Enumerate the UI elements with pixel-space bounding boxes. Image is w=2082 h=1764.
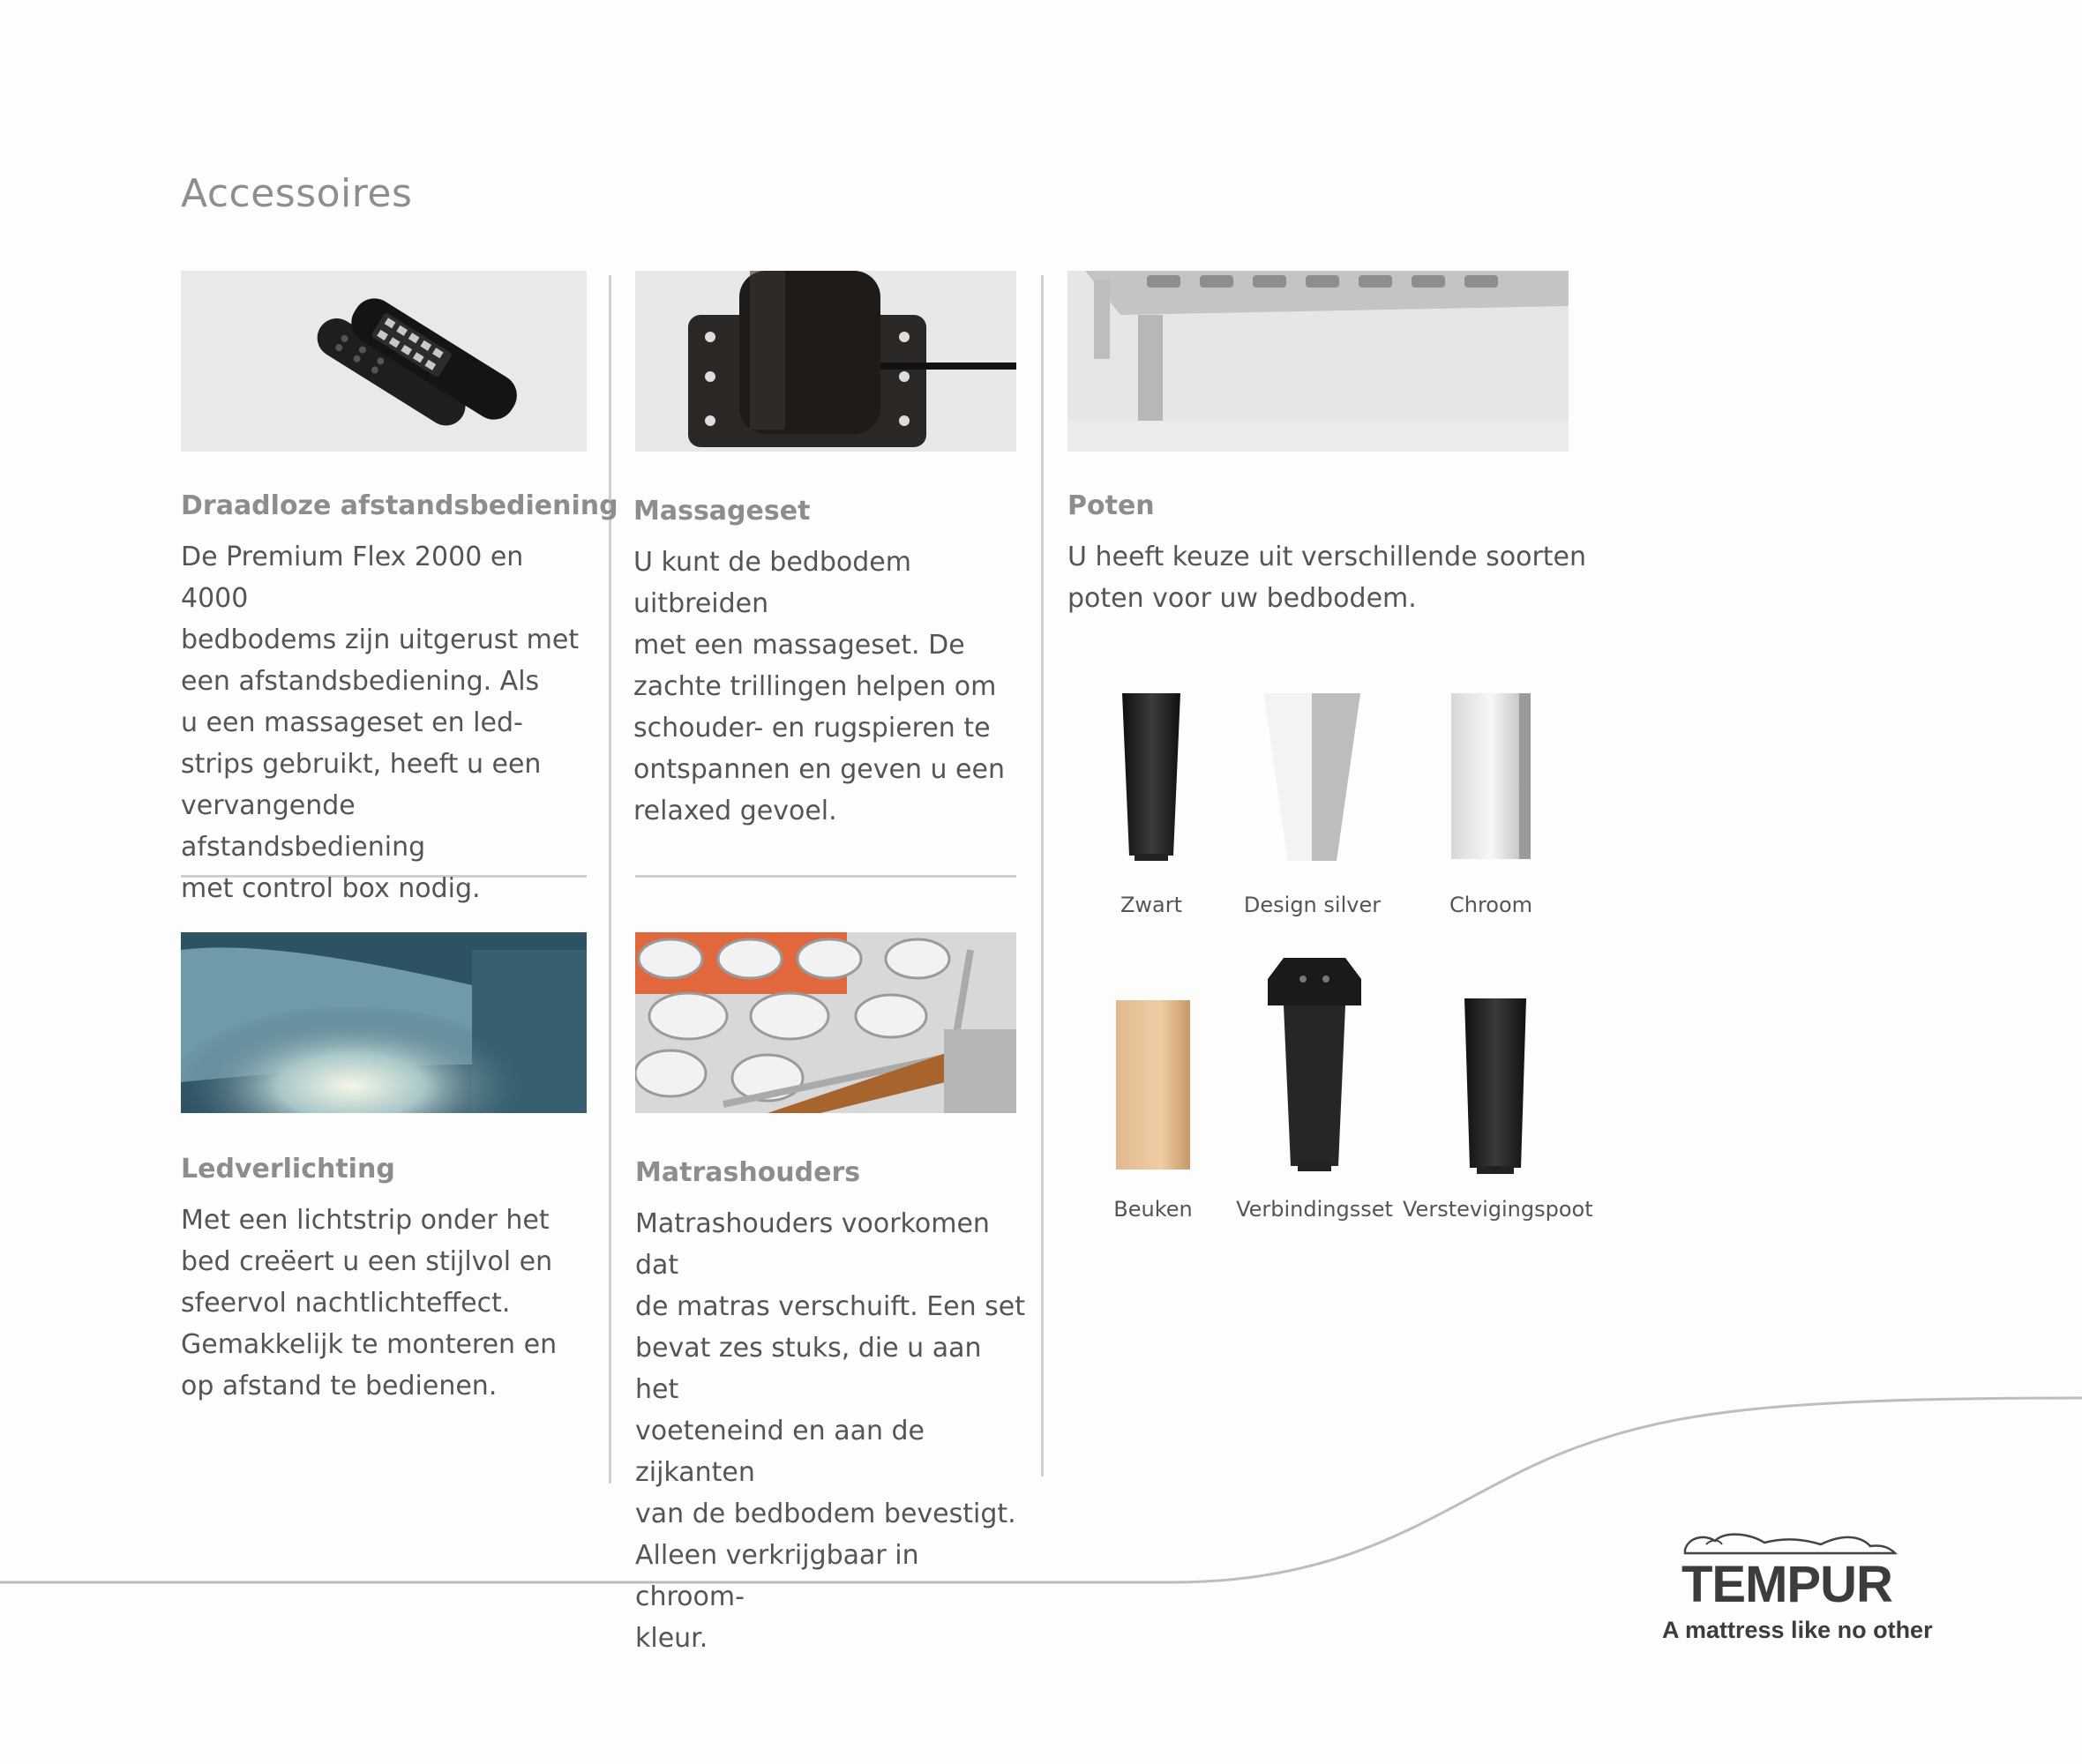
mattress-holders-photo — [635, 932, 1016, 1113]
leg-label-design-silver: Design silver — [1243, 893, 1382, 917]
text-line: poten voor uw bedbodem. — [1067, 583, 1417, 614]
massage-description — [633, 542, 1030, 832]
text-line: Matrashouders voorkomen dat — [635, 1208, 990, 1281]
column-divider-right — [1041, 275, 1044, 1476]
beech-wood-leg-icon — [1113, 997, 1193, 1173]
leg-label-verstevigingspoot: Verstevigingspoot — [1403, 1197, 1593, 1222]
leg-option-chroom — [1447, 688, 1535, 864]
text-line: De Premium Flex 2000 en 4000 — [181, 542, 524, 614]
text-line: U heeft keuze uit verschillende soorten — [1067, 542, 1587, 572]
text-line: voeteneind en aan de zijkanten — [635, 1416, 925, 1488]
text-line: bedbodems zijn uitgerust met — [181, 624, 580, 655]
remote-control-icon — [181, 271, 587, 452]
text-line: van de bedbodem bevestigt. — [635, 1499, 1016, 1529]
brand-tagline: A mattress like no other — [1662, 1617, 1933, 1643]
row-divider-middle — [635, 875, 1016, 878]
leg-label-verbindingsset: Verbindingsset — [1236, 1197, 1393, 1222]
text-line: bevat zes stuks, die u aan het — [635, 1333, 982, 1405]
text-line: kleur. — [635, 1623, 708, 1654]
text-line: strips gebruikt, heeft u een — [181, 749, 542, 780]
leg-label-chroom: Chroom — [1449, 893, 1533, 917]
led-lighting-photo — [181, 932, 587, 1113]
silver-tapered-leg-icon — [1257, 688, 1367, 864]
bed-frame-legs-photo — [1067, 271, 1569, 452]
leg-label-zwart: Zwart — [1120, 893, 1183, 917]
massage-title: Massageset — [633, 496, 811, 527]
text-line: met control box nodig. — [181, 873, 481, 904]
black-cylinder-leg-icon — [1103, 688, 1200, 864]
leg-option-verbindingsset — [1266, 954, 1363, 1175]
text-line: op afstand te bedienen. — [181, 1371, 498, 1401]
massage-motor-icon — [635, 271, 1016, 452]
brand-name: TEMPUR — [1681, 1556, 1892, 1613]
text-line: Alleen verkrijgbaar in chroom- — [635, 1540, 919, 1612]
text-line: schouder- en rugspieren te — [633, 713, 991, 744]
leg-option-design-silver — [1257, 688, 1367, 864]
leg-label-beuken: Beuken — [1113, 1197, 1193, 1222]
mattress-holder-icon — [635, 932, 1016, 1113]
remote-description — [181, 536, 595, 909]
led-title: Ledverlichting — [181, 1154, 395, 1185]
holders-title: Matrashouders — [635, 1157, 861, 1188]
text-line: bed creëert u een stijlvol en — [181, 1246, 553, 1277]
leg-option-zwart — [1103, 688, 1200, 864]
led-bed-icon — [181, 932, 587, 1113]
text-line: u een massageset en led- — [181, 707, 523, 738]
text-line: U kunt de bedbodem uitbreiden — [633, 547, 911, 619]
text-line: zachte trillingen helpen om — [633, 671, 997, 702]
connector-leg-icon — [1266, 954, 1363, 1175]
massage-set-photo — [635, 271, 1016, 452]
text-line: een afstandsbediening. Als — [181, 666, 540, 697]
text-line: relaxed gevoel. — [633, 796, 837, 826]
tempur-logo — [1659, 1521, 1941, 1654]
page-title: Accessoires — [181, 171, 413, 216]
leg-option-verstevigingspoot — [1456, 995, 1535, 1176]
text-line: vervangende afstandsbediening — [181, 790, 426, 863]
bed-frame-icon — [1067, 271, 1569, 452]
text-line: de matras verschuift. Een set — [635, 1291, 1026, 1322]
text-line: Met een lichtstrip onder het — [181, 1205, 550, 1236]
remote-control-photo — [181, 271, 587, 452]
leg-option-beuken — [1113, 997, 1193, 1173]
text-line: met een massageset. De — [633, 630, 965, 661]
column-divider-left — [609, 275, 611, 1484]
legs-title: Poten — [1067, 490, 1155, 521]
text-line: Gemakkelijk te monteren en — [181, 1329, 558, 1360]
support-leg-icon — [1456, 995, 1535, 1176]
text-line: sfeervol nachtlichteffect. — [181, 1288, 511, 1319]
remote-title: Draadloze afstandsbediening — [181, 490, 618, 521]
text-line: ontspannen en geven u een — [633, 754, 1005, 785]
legs-description — [1067, 536, 1597, 619]
chrome-square-leg-icon — [1447, 688, 1535, 864]
